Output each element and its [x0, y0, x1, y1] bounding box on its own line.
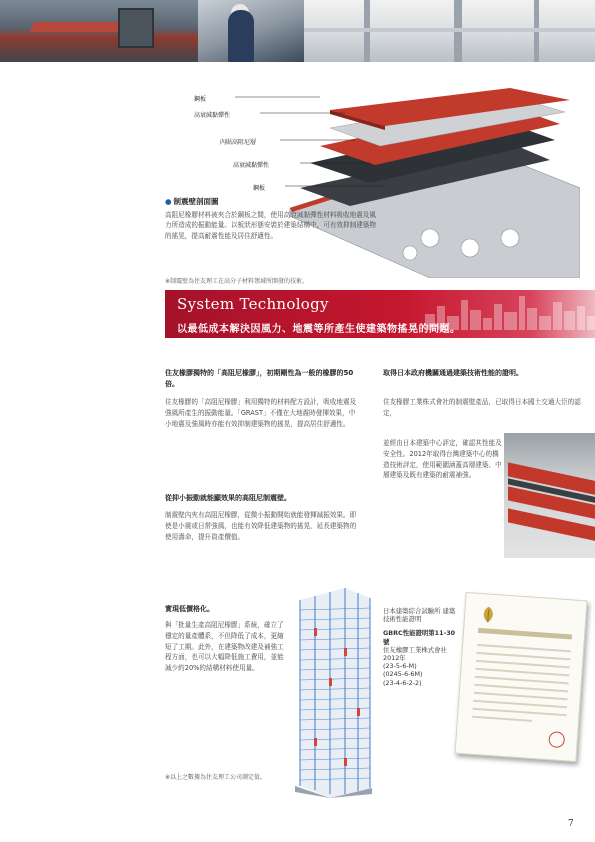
cert-line-4: (23-5-6-M) — [383, 662, 417, 671]
left-heading-1: 住友橡膠獨特的「高阻尼橡膠」，初期剛性為一般的橡膠的50倍。 — [165, 369, 354, 388]
cert-line-3: 住友橡膠工業株式會社 2012年 — [383, 645, 447, 663]
worker-figure — [228, 10, 254, 62]
cross-section-footnote: ※制震壁為住友理工在高分子材料領域所開發的技術。 — [165, 278, 309, 285]
installed-damper-photo — [504, 433, 595, 558]
damper-layer-diagram — [180, 88, 580, 278]
press-machine — [118, 8, 154, 48]
cert-doc-title — [478, 628, 572, 640]
layer-label-viscoelastic-1: 高衰減黏彈性 — [194, 112, 231, 119]
layer-label-damping-layer: 內貼高阻尼層 — [220, 139, 257, 146]
banner-subtitle: 以最低成本解決因風力、地震等所產生使建築物搖晃的問題。 — [177, 324, 461, 335]
left-paragraph-1: 住友橡膠的「高阻尼橡膠」利用獨特的材料配方設計，吸收地震及強風所產生的振動能量。「GRAST」不僅在大地震時發揮效果，中小地震及強風時亦能有效抑制建築物的搖晃，提高居住舒適性。 — [165, 398, 357, 428]
banner-title: System Technology — [177, 295, 329, 313]
right-paragraph-2: 並經由日本建築中心評定，確認其性能及安全性。2012年取得台灣建築中心的構造技術評定，使用範圍涵蓋高層建築、中層建築及既有建築的耐震補強。 — [383, 439, 502, 480]
cross-section-heading — [165, 196, 219, 207]
cert-line-1: 日本建築綜合試驗所 建築技術性能證明 — [383, 607, 456, 624]
left-paragraph-3: 與「批量生產高阻尼橡膠」系統，確立了穩定的量產體系，不但降低了成本，更縮短了工期。此外，在建築物改建及補強工程方面，也可以大幅降低施工費用，並能減少約20%的結構材料使用量。 — [165, 621, 284, 673]
bullet-icon: ● — [165, 197, 172, 206]
left-paragraph-2: 制震壁內夾有高阻尼橡膠，從微小振動開始就能發揮減振效果。即使是小震或日常強風，也能有效降低建築物的搖晃，延長建築物的使用壽命，提升資產價值。 — [165, 511, 357, 541]
certificate-info — [383, 607, 458, 687]
cert-line-5: (0245-6-6M) — [383, 670, 423, 679]
page-number: 7 — [568, 819, 574, 829]
cert-line-2: GBRC性能證明第11-30號 — [383, 629, 456, 646]
layer-stack-illustration — [180, 88, 580, 278]
layer-label-steel-top: 鋼板 — [194, 96, 207, 103]
building-structure-model — [290, 588, 375, 798]
cert-seal-icon — [548, 731, 565, 748]
layer-label-viscoelastic-2: 高衰減黏彈性 — [233, 162, 270, 169]
left-heading-3: 實現低價格化。 — [165, 605, 214, 613]
cert-line-6: (23-4-6-2-2) — [383, 678, 422, 687]
leaf-logo-icon — [481, 606, 496, 623]
right-paragraph-1: 住友橡膠工業株式會社的制震壁產品，已取得日本國土交通大臣的認定， — [383, 398, 581, 417]
top-photo-strip — [0, 0, 595, 62]
right-heading-1: 取得日本政府機關通過建築技術性能的證明。 — [383, 369, 523, 377]
worker-photo — [198, 0, 304, 62]
left-heading-2: 從抑小振動就能顯效果的高阻尼制震壁。 — [165, 494, 291, 502]
system-technology-banner — [165, 290, 595, 338]
cross-section-title: 制震壁剖面圖 — [173, 197, 219, 206]
certificate-document — [454, 592, 587, 762]
layer-label-steel-bottom: 鋼板 — [253, 185, 266, 192]
factory-machine-photo — [0, 0, 198, 62]
building-interior-photo — [304, 0, 595, 62]
left-caption: ※以上之數據為住友理工公司測定值。 — [165, 774, 267, 781]
cross-section-description: 高阻尼橡膠材料被夾合於鋼板之間，使用高衰減黏彈性材料吸收地震及風力所造成的振動能量。以板狀形態安裝於建築結構中，可有效抑制建築物的搖晃，提高耐震性能及居住舒適性。 — [165, 211, 376, 240]
